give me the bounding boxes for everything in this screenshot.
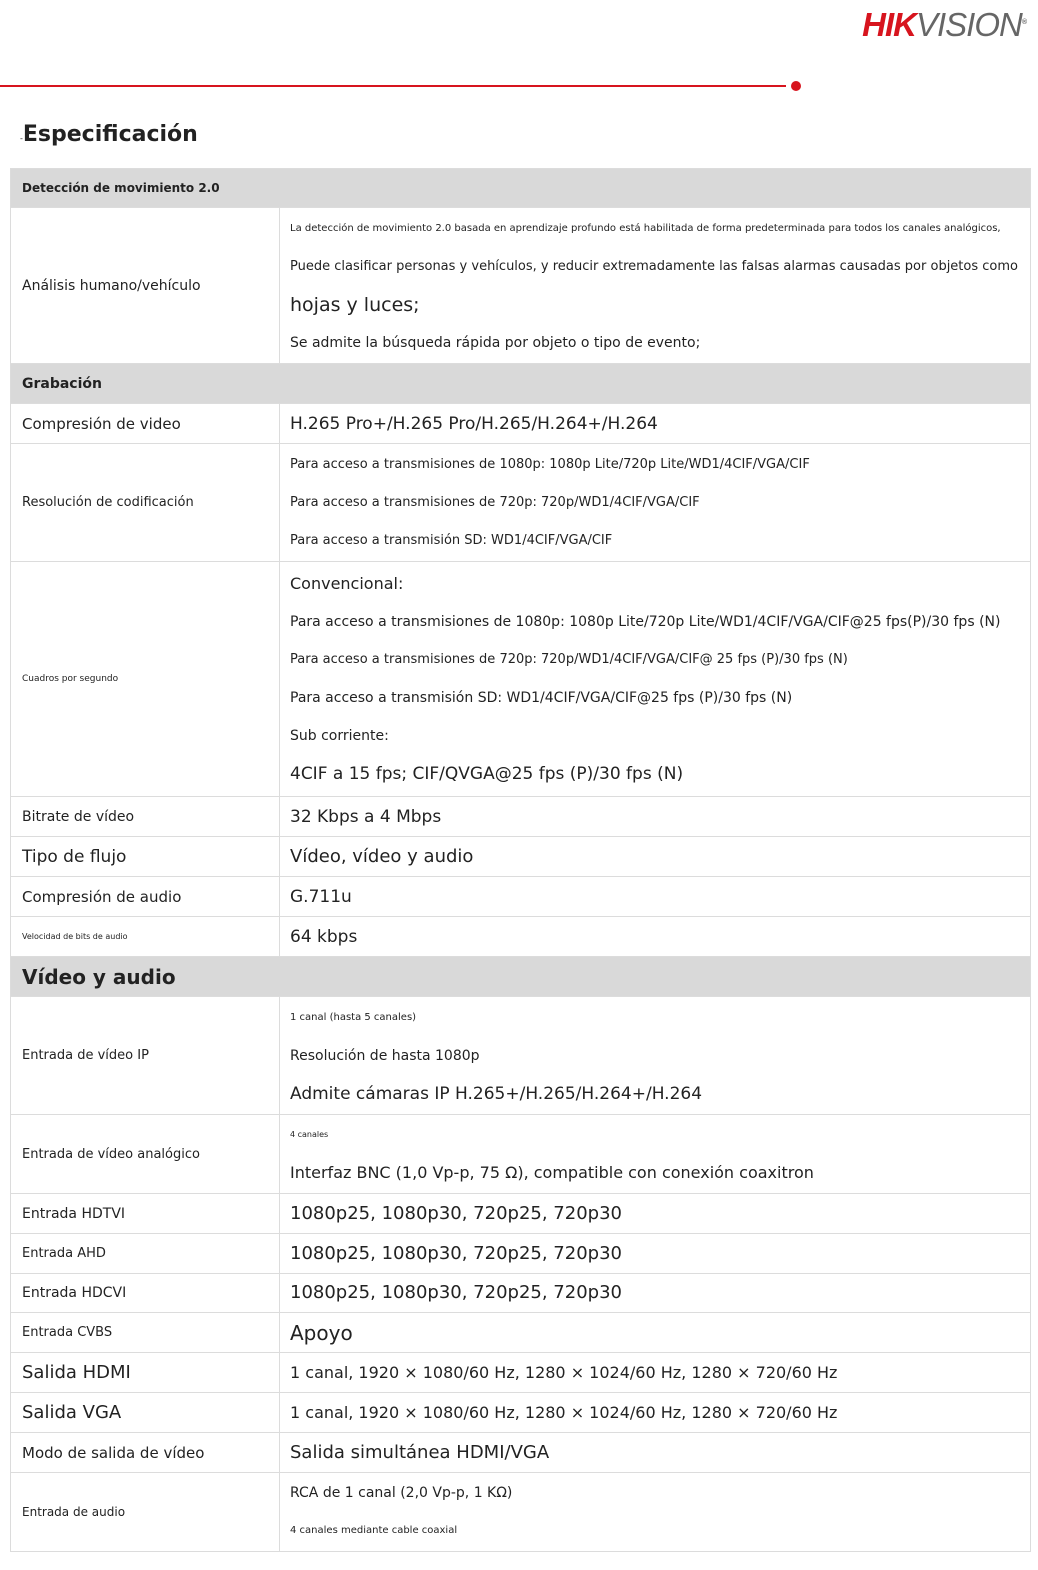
row-value: 64 kbps — [290, 926, 358, 947]
row-label: Compresión de audio — [11, 877, 280, 916]
table-row — [11, 1393, 1030, 1433]
row-value: 1080p25, 1080p30, 720p25, 720p30 — [290, 1282, 622, 1303]
table-row — [11, 404, 1030, 444]
table-row — [11, 1433, 1030, 1473]
table-row — [11, 1194, 1030, 1234]
table-row — [11, 1115, 1030, 1194]
row-value: 4 canales Interfaz BNC (1,0 Vp-p, 75 Ω), compatible con conexión coaxitron — [290, 1130, 814, 1182]
table-row — [11, 997, 1030, 1115]
row-label: Modo de salida de vídeo — [11, 1433, 280, 1472]
row-value: Vídeo, vídeo y audio — [290, 845, 474, 867]
section-motion: Detección de movimiento 2.0 — [11, 168, 1030, 208]
row-label: Entrada AHD — [11, 1234, 280, 1273]
row-value: 1080p25, 1080p30, 720p25, 720p30 — [290, 1242, 622, 1264]
table-row — [11, 877, 1030, 917]
row-label: Entrada HDCVI — [11, 1274, 280, 1312]
row-label: Compresión de video — [11, 404, 280, 443]
table-row — [11, 917, 1030, 957]
row-label: Entrada CVBS — [11, 1313, 280, 1352]
table-row — [11, 562, 1030, 797]
row-label: Bitrate de vídeo — [11, 797, 280, 836]
row-label: Entrada de vídeo analógico — [11, 1115, 280, 1193]
page-title: -Especificación — [20, 122, 198, 147]
hikvision-logo: HIKVISION® — [862, 6, 1026, 43]
section-recording: Grabación — [11, 364, 1030, 404]
row-value: Apoyo — [290, 1320, 353, 1345]
row-label: Salida VGA — [11, 1393, 280, 1432]
row-value: 32 Kbps a 4 Mbps — [290, 806, 442, 827]
row-value: RCA de 1 canal (2,0 Vp-p, 1 KΩ) 4 canales mediante cable coaxial — [290, 1485, 513, 1536]
row-value: Salida simultánea HDMI/VGA — [290, 1441, 550, 1463]
row-label: Entrada de vídeo IP — [11, 997, 280, 1114]
row-value: 1080p25, 1080p30, 720p25, 720p30 — [290, 1202, 622, 1224]
row-label: Velocidad de bits de audio — [11, 917, 280, 956]
row-value: Convencional: Para acceso a transmisiones de 1080p: 1080p Lite/720p Lite/WD1/4CIF/VGA/CIF@25 fps(P)/30 fps (N) Para acceso a transmisiones de 720p: 720p/WD1/4CIF/VGA/CIF@ 25 fps (P)/30 fps (N) Para acceso a transmisión SD: WD1/4CIF/VGA/CIF@25 fps (P)/30 fps (N) Sub corriente: 4CIF a 15 fps; CIF/QVGA@25 fps (P)/30 fps (N) — [290, 574, 1001, 784]
row-label: Tipo de flujo — [11, 837, 280, 876]
section-video-audio: Vídeo y audio — [11, 957, 1030, 997]
row-label: Salida HDMI — [11, 1353, 280, 1392]
spec-table — [10, 168, 1031, 1552]
table-row — [11, 797, 1030, 837]
table-row — [11, 1234, 1030, 1274]
header-divider-dot — [791, 81, 801, 91]
row-value: 1 canal, 1920 × 1080/60 Hz, 1280 × 1024/60 Hz, 1280 × 720/60 Hz — [290, 1402, 838, 1422]
header-divider — [0, 85, 786, 87]
table-row — [11, 208, 1030, 364]
row-value: H.265 Pro+/H.265 Pro/H.265/H.264+/H.264 — [290, 413, 658, 434]
table-row — [11, 1353, 1030, 1393]
table-row — [11, 1473, 1030, 1552]
table-row — [11, 1274, 1030, 1313]
row-value: 1 canal, 1920 × 1080/60 Hz, 1280 × 1024/60 Hz, 1280 × 720/60 Hz — [290, 1362, 838, 1382]
row-label: Cuadros por segundo — [11, 562, 280, 796]
row-label: Entrada HDTVI — [11, 1194, 280, 1233]
row-label: Resolución de codificación — [11, 444, 280, 561]
row-value: G.711u — [290, 886, 352, 907]
row-label: Entrada de audio — [11, 1473, 280, 1551]
table-row — [11, 1313, 1030, 1353]
table-row — [11, 444, 1030, 562]
table-row — [11, 837, 1030, 877]
row-value: 1 canal (hasta 5 canales) Resolución de hasta 1080p Admite cámaras IP H.265+/H.265/H.264+/H.264 — [290, 1011, 703, 1104]
row-label: Análisis humano/vehículo — [11, 208, 280, 363]
row-value: La detección de movimiento 2.0 basada en aprendizaje profundo está habilitada de forma predeterminada para todos los canales analógicos, Puede clasificar personas y vehículos, y reducir extremadamente las falsas alarmas causadas por objetos como hojas y luces; Se admite la búsqueda rápida por objeto o tipo de evento; — [290, 222, 1018, 351]
row-value: Para acceso a transmisiones de 1080p: 1080p Lite/720p Lite/WD1/4CIF/VGA/CIF Para acceso a transmisiones de 720p: 720p/WD1/4CIF/VGA/CIF Para acceso a transmisión SD: WD1/4CIF/VGA/CIF — [290, 456, 810, 548]
